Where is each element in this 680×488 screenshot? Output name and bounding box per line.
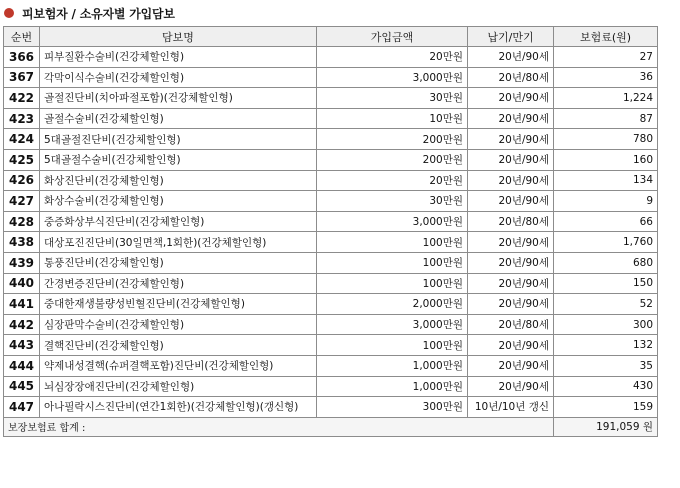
cell-no: 426 (4, 170, 40, 191)
table-row (4, 376, 658, 397)
cell-coverage-name: 화상수술비(건강체할인형) (40, 191, 317, 212)
cell-period: 20년/90세 (468, 108, 554, 129)
cell-amount: 100만원 (317, 335, 468, 356)
cell-no: 440 (4, 273, 40, 294)
total-value: 191,059 원 (554, 417, 658, 436)
cell-premium: 680 (554, 252, 658, 273)
cell-coverage-name: 중증화상부식진단비(건강체할인형) (40, 211, 317, 232)
table-row (4, 170, 658, 191)
cell-no: 447 (4, 397, 40, 418)
cell-premium: 132 (554, 335, 658, 356)
table-row (4, 211, 658, 232)
cell-premium: 1,760 (554, 232, 658, 253)
cell-period: 20년/90세 (468, 149, 554, 170)
table-row (4, 335, 658, 356)
cell-period: 20년/90세 (468, 47, 554, 68)
table-header-row (4, 27, 658, 47)
cell-coverage-name: 화상진단비(건강체할인형) (40, 170, 317, 191)
cell-amount: 1,000만원 (317, 355, 468, 376)
cell-coverage-name: 약제내성결핵(슈퍼결핵포함)진단비(건강체할인형) (40, 355, 317, 376)
cell-no: 366 (4, 47, 40, 68)
cell-amount: 100만원 (317, 232, 468, 253)
cell-period: 20년/90세 (468, 355, 554, 376)
table-row (4, 47, 658, 68)
column-header-period: 납기/만기 (468, 27, 554, 47)
cell-coverage-name: 대상포진진단비(30일면책,1회한)(건강체할인형) (40, 232, 317, 253)
table-row (4, 252, 658, 273)
cell-amount: 200만원 (317, 149, 468, 170)
cell-period: 10년/10년 갱신 (468, 397, 554, 418)
cell-amount: 3,000만원 (317, 314, 468, 335)
cell-amount: 3,000만원 (317, 67, 468, 88)
cell-coverage-name: 아나필락시스진단비(연간1회한)(건강체할인형)(갱신형) (40, 397, 317, 418)
cell-no: 367 (4, 67, 40, 88)
cell-premium: 159 (554, 397, 658, 418)
cell-no: 422 (4, 88, 40, 109)
cell-amount: 300만원 (317, 397, 468, 418)
cell-no: 423 (4, 108, 40, 129)
cell-premium: 52 (554, 294, 658, 315)
cell-amount: 200만원 (317, 129, 468, 150)
table-row (4, 191, 658, 212)
table-row (4, 294, 658, 315)
cell-coverage-name: 결핵진단비(건강체할인형) (40, 335, 317, 356)
table-row (4, 67, 658, 88)
cell-premium: 150 (554, 273, 658, 294)
table-row (4, 232, 658, 253)
column-header-amount: 가입금액 (317, 27, 468, 47)
cell-premium: 160 (554, 149, 658, 170)
cell-amount: 100만원 (317, 273, 468, 294)
cell-premium: 780 (554, 129, 658, 150)
column-header-name: 담보명 (40, 27, 317, 47)
cell-no: 424 (4, 129, 40, 150)
cell-premium: 134 (554, 170, 658, 191)
cell-coverage-name: 통풍진단비(건강체할인형) (40, 252, 317, 273)
cell-no: 444 (4, 355, 40, 376)
cell-coverage-name: 5대골절진단비(건강체할인형) (40, 129, 317, 150)
cell-premium: 87 (554, 108, 658, 129)
cell-period: 20년/90세 (468, 191, 554, 212)
cell-period: 20년/90세 (468, 376, 554, 397)
cell-no: 445 (4, 376, 40, 397)
cell-period: 20년/90세 (468, 88, 554, 109)
cell-coverage-name: 피부질환수술비(건강체할인형) (40, 47, 317, 68)
cell-period: 20년/90세 (468, 129, 554, 150)
cell-period: 20년/90세 (468, 170, 554, 191)
cell-no: 425 (4, 149, 40, 170)
cell-premium: 35 (554, 355, 658, 376)
cell-no: 428 (4, 211, 40, 232)
cell-amount: 30만원 (317, 88, 468, 109)
table-row (4, 88, 658, 109)
cell-period: 20년/90세 (468, 252, 554, 273)
section-title: 피보험자 / 소유자별 가입담보 (22, 6, 175, 21)
cell-coverage-name: 심장판막수술비(건강체할인형) (40, 314, 317, 335)
cell-period: 20년/90세 (468, 294, 554, 315)
table-row (4, 149, 658, 170)
table-row (4, 355, 658, 376)
coverage-table (3, 26, 658, 437)
cell-coverage-name: 5대골절수술비(건강체할인형) (40, 149, 317, 170)
cell-coverage-name: 골절수술비(건강체할인형) (40, 108, 317, 129)
table-row (4, 397, 658, 418)
cell-premium: 300 (554, 314, 658, 335)
cell-premium: 27 (554, 47, 658, 68)
cell-amount: 20만원 (317, 170, 468, 191)
cell-coverage-name: 간경변증진단비(건강체할인형) (40, 273, 317, 294)
cell-period: 20년/90세 (468, 273, 554, 294)
cell-premium: 1,224 (554, 88, 658, 109)
cell-no: 442 (4, 314, 40, 335)
cell-amount: 20만원 (317, 47, 468, 68)
total-label: 보장보험료 합계 : (4, 417, 554, 436)
cell-no: 439 (4, 252, 40, 273)
cell-period: 20년/80세 (468, 67, 554, 88)
cell-premium: 66 (554, 211, 658, 232)
table-row (4, 314, 658, 335)
cell-no: 427 (4, 191, 40, 212)
column-header-premium: 보험료(원) (554, 27, 658, 47)
cell-period: 20년/80세 (468, 314, 554, 335)
cell-amount: 2,000만원 (317, 294, 468, 315)
cell-coverage-name: 뇌심장장애진단비(건강체할인형) (40, 376, 317, 397)
cell-coverage-name: 각막이식수술비(건강체할인형) (40, 67, 317, 88)
total-row (4, 417, 658, 436)
cell-amount: 1,000만원 (317, 376, 468, 397)
cell-amount: 10만원 (317, 108, 468, 129)
section-header (4, 4, 175, 22)
table-row (4, 273, 658, 294)
cell-coverage-name: 중대한재생불량성빈혈진단비(건강체할인형) (40, 294, 317, 315)
cell-coverage-name: 골절진단비(치아파절포함)(건강체할인형) (40, 88, 317, 109)
cell-amount: 3,000만원 (317, 211, 468, 232)
cell-period: 20년/80세 (468, 211, 554, 232)
table-row (4, 129, 658, 150)
cell-premium: 9 (554, 191, 658, 212)
bullet-icon (4, 8, 14, 18)
cell-amount: 100만원 (317, 252, 468, 273)
cell-amount: 30만원 (317, 191, 468, 212)
column-header-no: 순번 (4, 27, 40, 47)
cell-no: 438 (4, 232, 40, 253)
cell-premium: 36 (554, 67, 658, 88)
cell-period: 20년/90세 (468, 335, 554, 356)
cell-no: 443 (4, 335, 40, 356)
table-row (4, 108, 658, 129)
cell-period: 20년/90세 (468, 232, 554, 253)
cell-no: 441 (4, 294, 40, 315)
cell-premium: 430 (554, 376, 658, 397)
